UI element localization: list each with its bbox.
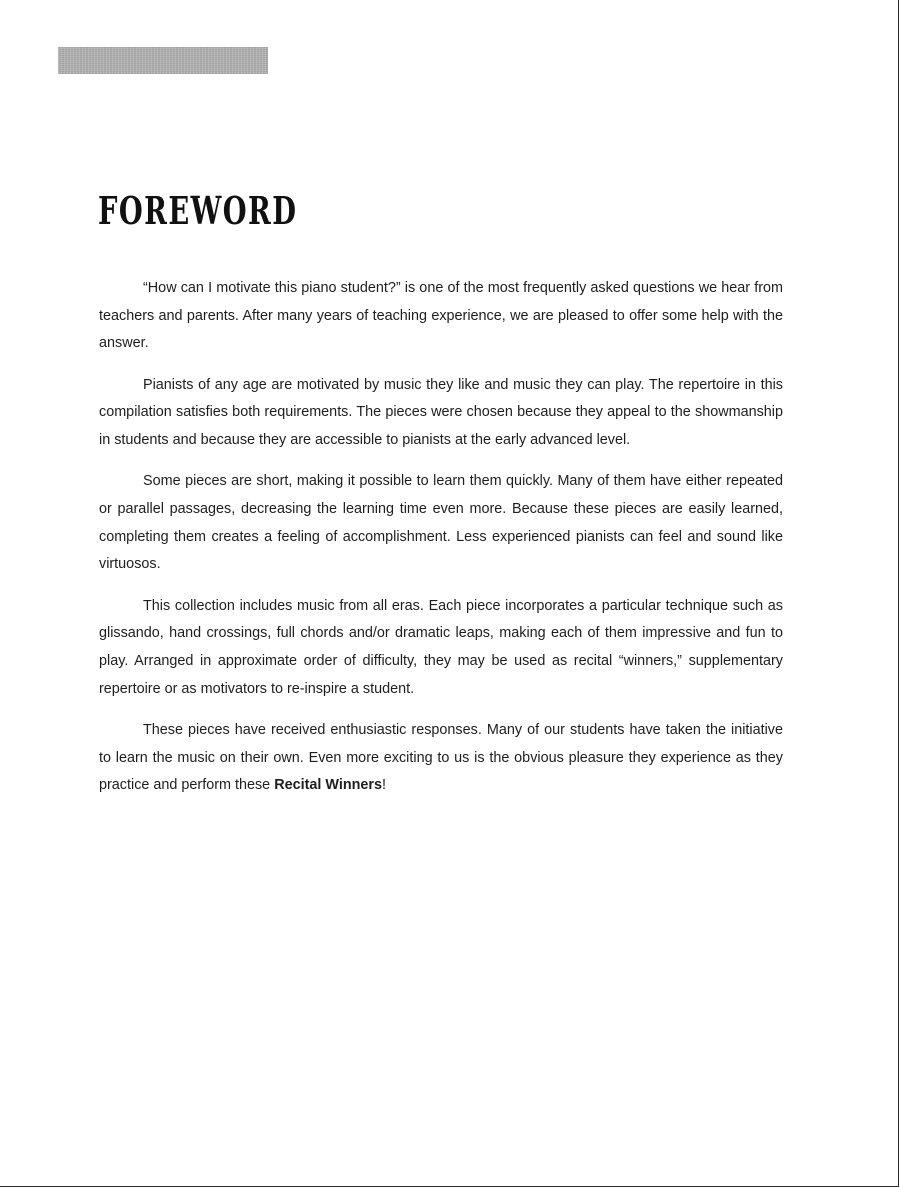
paragraph-2: Pianists of any age are motivated by music they like and music they can play. The repertoire in this compilation satisfies both requirements. The pieces were chosen because they appeal to the showmanship in students and because they are accessible to pianists at the early advanced level.	[99, 376, 783, 449]
paragraph-5-end: !	[382, 777, 387, 794]
paragraph-1: “How can I motivate this piano student?” is one of the most frequently asked questions we hear from teachers and parents. After many years of teaching experience, we are pleased to offer some help with the answer.	[99, 280, 783, 352]
paragraph-4: This collection includes music from all eras. Each piece incorporates a particular technique such as glissando, hand crossings, full chords and/or dramatic leaps, making each of them impressive and fun to play. Arranged in approximate order of difficulty, they may be used as recital “winners,” supplementary repertoire or as motivators to re-inspire a student.	[99, 597, 783, 697]
page-title: FOREWORD	[98, 188, 298, 233]
header-decoration-bar	[58, 47, 268, 74]
foreword-body	[99, 275, 783, 813]
paragraph-5	[99, 717, 783, 800]
paragraph-3: Some pieces are short, making it possible to learn them quickly. Many of them have either repeated or parallel passages, decreasing the learning time even more. Because these pieces are easily learned, completing them creates a feeling of accomplishment. Less experienced pianists can feel and sound like virtuosos.	[99, 473, 783, 573]
book-title-emphasis: Recital Winners	[274, 777, 383, 794]
paragraph-5-text: These pieces have received enthusiastic responses. Many of our students have taken the initiative to learn the music on their own. Even more exciting to us is the obvious pleasure they experience as they practice and perform these	[99, 721, 783, 794]
